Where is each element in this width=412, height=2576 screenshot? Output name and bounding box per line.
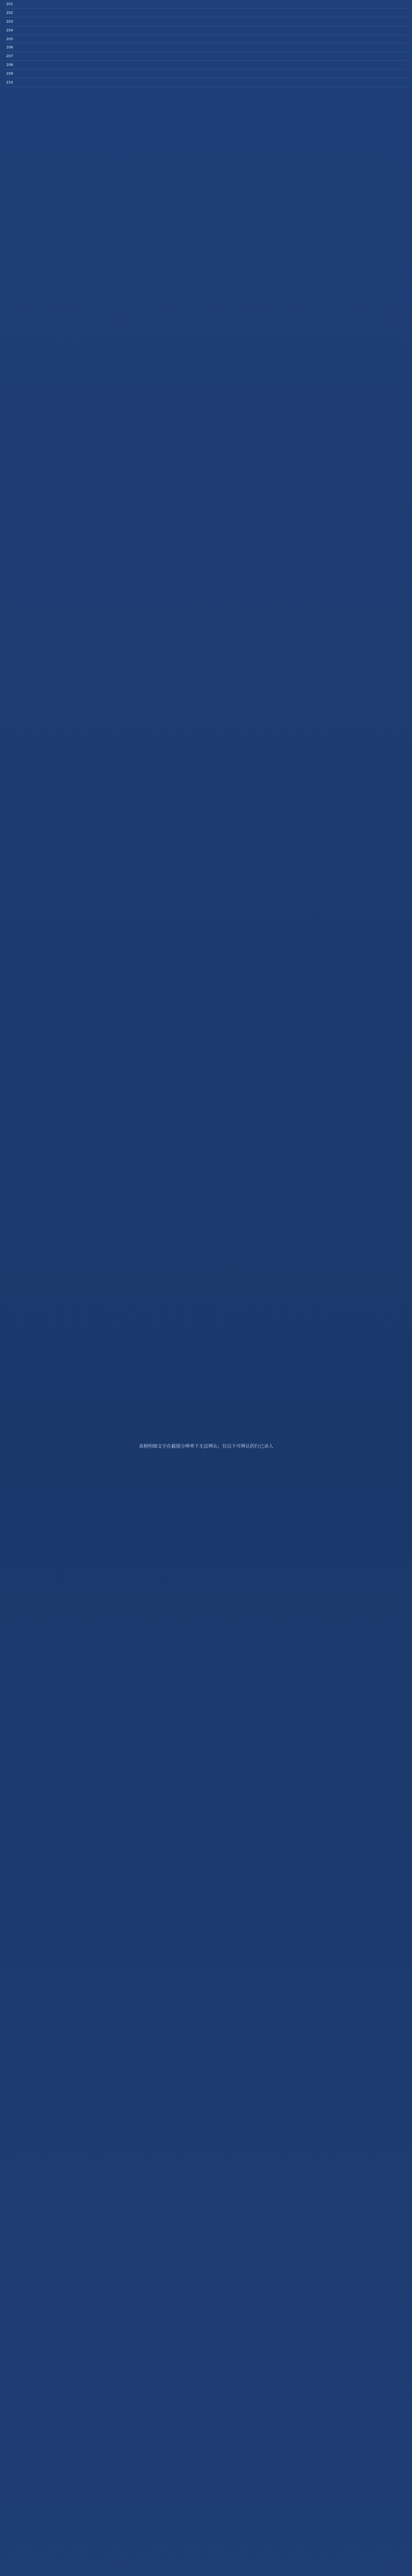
rank-cell: 208 [6,63,13,67]
rank-cell: 206 [6,45,13,50]
rank-cell: 203 [6,19,13,24]
ranking-table-body [5,0,407,87]
province-cell [176,0,204,8]
company-name-cell [20,52,176,61]
industry-cell [204,0,355,8]
rank-cell: 210 [6,80,13,84]
company-name-cell [20,78,176,87]
legibility-notice: 表格明细文字在截图分辨率下无法辨认；仅以下可辨认的行已录入 [139,1444,273,1449]
province-cell [176,43,204,52]
rank-cell: 201 [6,2,13,6]
table-row [5,35,407,43]
table-row [5,78,407,87]
revenue-cell [355,8,407,17]
table-row [5,61,407,70]
table-row [5,8,407,17]
rank-cell: 205 [6,37,13,41]
company-name-cell [20,61,176,70]
rank-cell: 202 [6,10,13,15]
industry-cell [204,8,355,17]
table-row [5,70,407,78]
company-name-cell [20,26,176,35]
revenue-cell [355,78,407,87]
table-row [5,0,407,8]
province-cell [176,61,204,70]
revenue-cell [355,0,407,8]
company-name-cell [20,43,176,52]
province-cell [176,8,204,17]
company-name-cell [20,8,176,17]
industry-cell [204,78,355,87]
rank-cell: 204 [6,28,13,32]
province-cell [176,35,204,43]
industry-cell [204,70,355,78]
revenue-cell [355,70,407,78]
industry-cell [204,61,355,70]
table-row [5,26,407,35]
industry-cell [204,43,355,52]
company-name-cell [20,17,176,26]
province-cell [176,78,204,87]
industry-cell [204,35,355,43]
revenue-cell [355,61,407,70]
province-cell [176,70,204,78]
table-row [5,52,407,61]
province-cell [176,17,204,26]
company-name-cell [20,70,176,78]
table-row [5,17,407,26]
province-cell [176,26,204,35]
revenue-cell [355,35,407,43]
province-cell [176,52,204,61]
revenue-cell [355,52,407,61]
industry-cell [204,52,355,61]
revenue-cell [355,26,407,35]
revenue-cell [355,43,407,52]
table-row [5,43,407,52]
industry-cell [204,17,355,26]
industry-cell [204,26,355,35]
revenue-cell [355,17,407,26]
company-name-cell [20,0,176,8]
company-name-cell [20,35,176,43]
rank-cell: 207 [6,54,13,59]
rank-cell: 209 [6,72,13,76]
ranking-table [5,0,407,87]
